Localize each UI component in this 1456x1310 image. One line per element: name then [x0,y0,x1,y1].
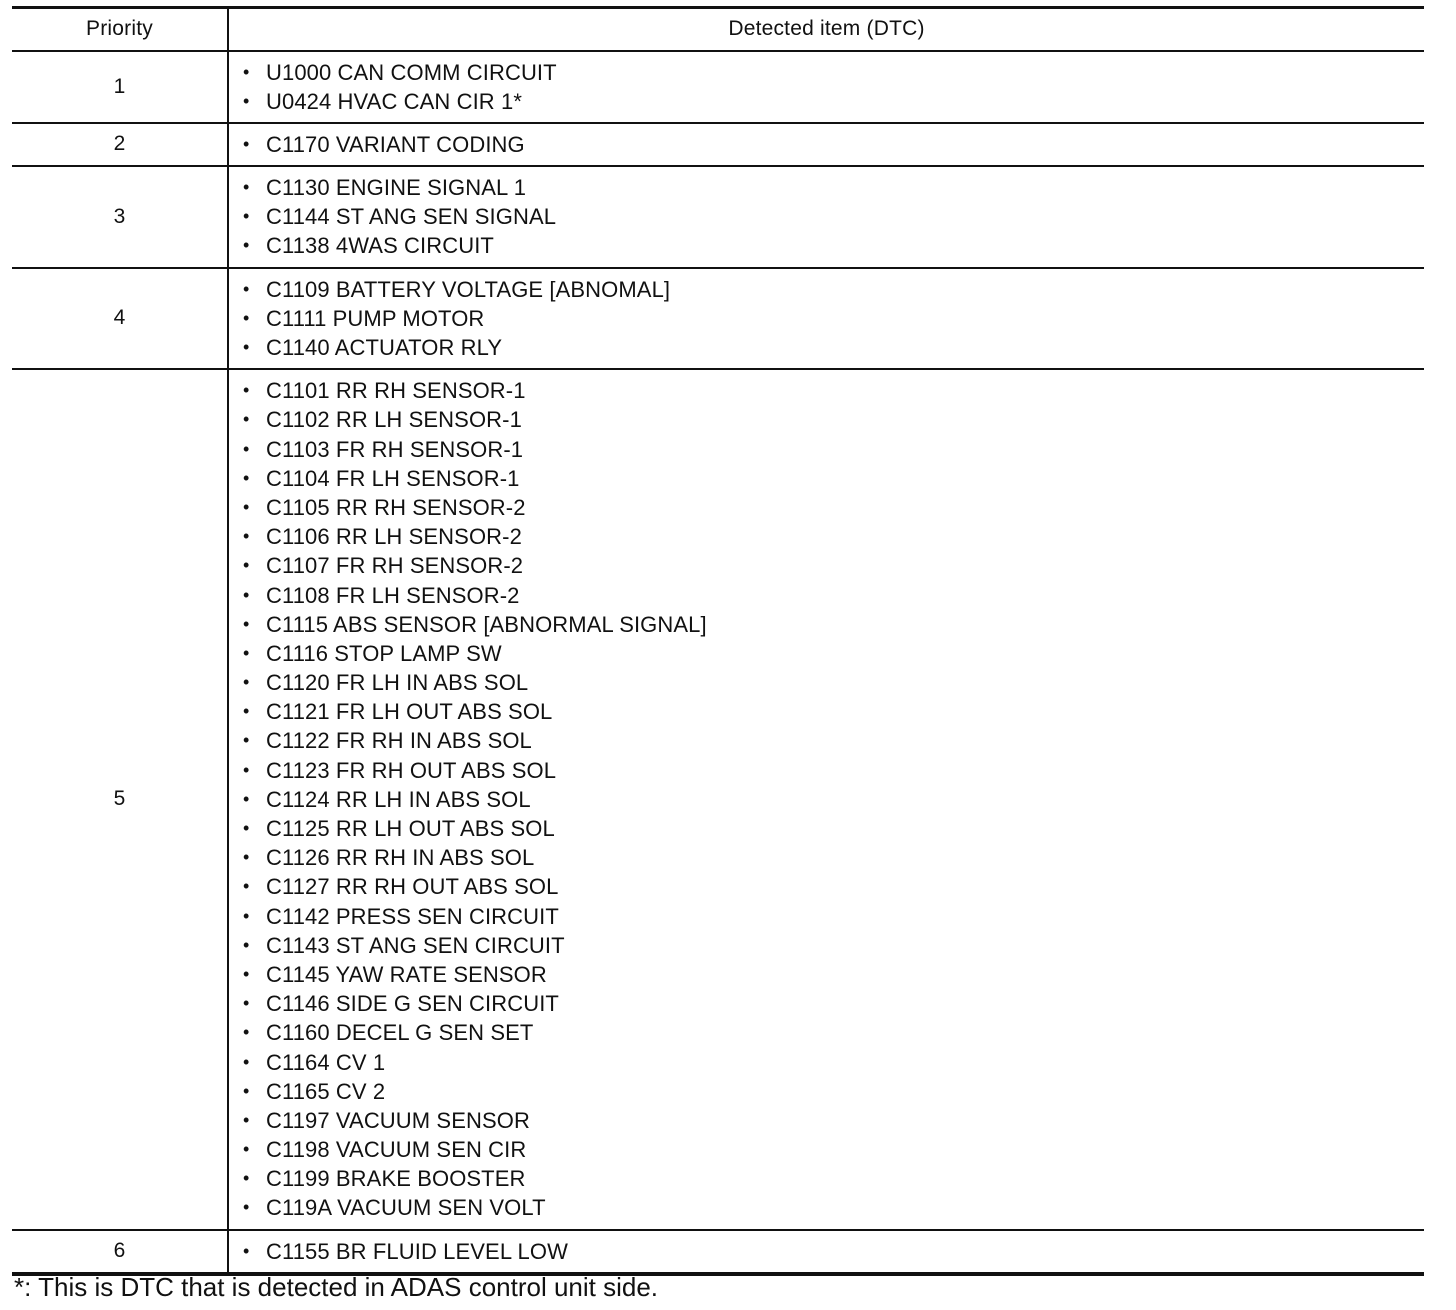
footnote: *: This is DTC that is detected in ADAS control unit side. [14,1272,659,1302]
priority-row [12,166,1424,268]
priority-value: 5 [12,369,228,1229]
dtc-list-item [243,304,1424,333]
dtc-code-label: C1127 RR RH OUT ABS SOL [266,874,559,900]
bullet-icon: • [243,1109,250,1130]
priority-row [12,369,1424,1229]
dtc-code-label: C119A VACUUM SEN VOLT [266,1195,546,1221]
dtc-list [243,173,1424,261]
dtc-list-item [243,931,1424,960]
bullet-icon: • [243,759,250,780]
dtc-list-item [243,1193,1424,1222]
dtc-list-item [243,697,1424,726]
dtc-list-item [243,231,1424,260]
dtc-code-label: U0424 HVAC CAN CIR 1* [266,88,523,114]
dtc-list [243,130,1424,159]
bullet-icon: • [243,555,250,576]
dtc-list-item [243,581,1424,610]
dtc-items-cell [228,51,1424,123]
dtc-code-label: C1108 FR LH SENSOR-2 [266,582,520,608]
dtc-list-item [243,405,1424,434]
priority-row [12,51,1424,123]
dtc-list-item [243,173,1424,202]
dtc-list [243,376,1424,1222]
dtc-items-cell [228,166,1424,268]
bullet-icon: • [243,177,250,198]
bullet-icon: • [243,307,250,328]
dtc-code-label: C1125 RR LH OUT ABS SOL [266,816,555,841]
dtc-code-label: C1146 SIDE G SEN CIRCUIT [266,991,559,1017]
bullet-icon: • [243,730,250,751]
dtc-code-label: C1145 YAW RATE SENSOR [266,961,547,987]
dtc-list-item [243,522,1424,551]
dtc-code-label: C1197 VACUUM SENSOR [266,1107,530,1133]
bullet-icon: • [243,1022,250,1043]
dtc-list-item [243,610,1424,639]
dtc-list-item [243,493,1424,522]
priority-value: 1 [12,51,228,123]
bullet-icon: • [243,1240,250,1261]
dtc-list-item [243,668,1424,697]
dtc-list [243,275,1424,363]
bullet-icon: • [243,905,250,926]
dtc-list-item [243,639,1424,668]
bullet-icon: • [243,496,250,517]
dtc-code-label: C1122 FR RH IN ABS SOL [266,728,532,754]
bullet-icon: • [243,672,250,693]
dtc-code-label: C1124 RR LH IN ABS SOL [266,786,531,812]
dtc-list-item [243,1237,1424,1266]
dtc-code-label: C1103 FR RH SENSOR-1 [266,436,524,462]
dtc-code-label: C1142 PRESS SEN CIRCUIT [266,903,559,929]
dtc-list-item [243,1048,1424,1077]
dtc-priority-table [12,6,1424,1276]
dtc-list [243,1237,1424,1266]
bullet-icon: • [243,963,250,984]
bullet-icon: • [243,278,250,299]
bullet-icon: • [243,61,250,82]
bullet-icon: • [243,934,250,955]
bullet-icon: • [243,993,250,1014]
detected-item-column-header: Detected item (DTC) [228,8,1424,51]
bullet-icon: • [243,1080,250,1101]
bullet-icon: • [243,206,250,227]
bullet-icon: • [243,526,250,547]
dtc-code-label: C1199 BRAKE BOOSTER [266,1166,526,1192]
bullet-icon: • [243,409,250,430]
dtc-code-label: C1104 FR LH SENSOR-1 [266,465,520,491]
dtc-code-label: C1170 VARIANT CODING [266,131,525,157]
priority-row [12,268,1424,370]
bullet-icon: • [243,438,250,459]
dtc-list-item [243,785,1424,814]
priority-value: 4 [12,268,228,370]
dtc-code-label: C1143 ST ANG SEN CIRCUIT [266,932,565,958]
dtc-list-item [243,1164,1424,1193]
dtc-list-item [243,843,1424,872]
dtc-list-item [243,1077,1424,1106]
priority-value: 2 [12,123,228,166]
dtc-code-label: C1101 RR RH SENSOR-1 [266,378,526,404]
dtc-items-cell [228,268,1424,370]
dtc-code-label: C1198 VACUUM SEN CIR [266,1137,527,1163]
bullet-icon: • [243,133,250,154]
dtc-items-cell [228,1230,1424,1274]
dtc-code-label: C1144 ST ANG SEN SIGNAL [266,204,557,230]
table-body [12,51,1424,1274]
bullet-icon: • [243,90,250,111]
dtc-list-item [243,376,1424,405]
bullet-icon: • [243,1168,250,1189]
dtc-code-label: C1116 STOP LAMP SW [266,640,502,666]
dtc-list-item [243,1018,1424,1047]
dtc-code-label: C1164 CV 1 [266,1049,386,1075]
priority-row [12,123,1424,166]
bullet-icon: • [243,701,250,722]
dtc-code-label: C1111 PUMP MOTOR [266,305,485,331]
dtc-list-item [243,872,1424,901]
dtc-code-label: C1130 ENGINE SIGNAL 1 [266,175,527,201]
bullet-icon: • [243,584,250,605]
dtc-code-label: C1120 FR LH IN ABS SOL [266,670,529,696]
dtc-list [243,58,1424,116]
priority-row [12,1230,1424,1274]
bullet-icon: • [243,788,250,809]
dtc-list-item [243,814,1424,843]
dtc-list-item [243,1106,1424,1135]
dtc-code-label: C1155 BR FLUID LEVEL LOW [266,1238,568,1264]
dtc-list-item [243,202,1424,231]
bullet-icon: • [243,642,250,663]
dtc-code-label: C1140 ACTUATOR RLY [266,335,503,360]
dtc-list-item [243,726,1424,755]
dtc-code-label: C1160 DECEL G SEN SET [266,1020,534,1046]
dtc-list-item [243,275,1424,304]
priority-column-header: Priority [12,8,228,51]
dtc-code-label: C1107 FR RH SENSOR-2 [266,553,524,579]
dtc-code-label: C1106 RR LH SENSOR-2 [266,524,522,550]
dtc-list-item [243,87,1424,116]
dtc-list-item [243,756,1424,785]
dtc-code-label: C1121 FR LH OUT ABS SOL [266,699,553,725]
bullet-icon: • [243,235,250,256]
dtc-list-item [243,551,1424,580]
dtc-code-label: C1126 RR RH IN ABS SOL [266,845,535,871]
dtc-code-label: C1123 FR RH OUT ABS SOL [266,757,557,783]
dtc-code-label: C1165 CV 2 [266,1078,386,1104]
dtc-priority-document [12,6,1424,1276]
bullet-icon: • [243,380,250,401]
dtc-list-item [243,333,1424,362]
bullet-icon: • [243,1139,250,1160]
dtc-list-item [243,58,1424,87]
dtc-list-item [243,464,1424,493]
dtc-code-label: C1102 RR LH SENSOR-1 [266,407,522,433]
priority-value: 3 [12,166,228,268]
priority-value: 6 [12,1230,228,1274]
bullet-icon: • [243,613,250,634]
bullet-icon: • [243,847,250,868]
dtc-code-label: C1138 4WAS CIRCUIT [266,233,494,259]
dtc-list-item [243,989,1424,1018]
dtc-items-cell [228,123,1424,166]
bullet-icon: • [243,876,250,897]
dtc-code-label: C1115 ABS SENSOR [ABNORMAL SIGNAL] [266,611,707,637]
bullet-icon: • [243,818,250,838]
bullet-icon: • [243,337,250,357]
table-header [12,8,1424,51]
dtc-code-label: C1105 RR RH SENSOR-2 [266,494,526,520]
bullet-icon: • [243,1197,250,1218]
dtc-code-label: C1109 BATTERY VOLTAGE [ABNOMAL] [266,276,671,302]
dtc-list-item [243,1135,1424,1164]
bullet-icon: • [243,467,250,488]
bullet-icon: • [243,1051,250,1072]
dtc-items-cell [228,369,1424,1229]
dtc-list-item [243,435,1424,464]
dtc-code-label: U1000 CAN COMM CIRCUIT [266,59,557,85]
header-row [12,8,1424,51]
dtc-list-item [243,130,1424,159]
dtc-list-item [243,902,1424,931]
dtc-list-item [243,960,1424,989]
